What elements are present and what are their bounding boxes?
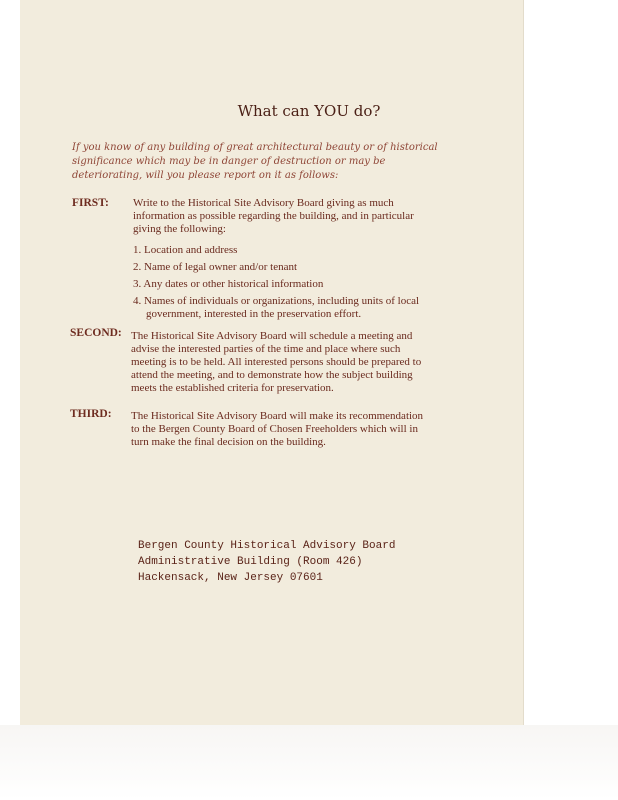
first-item-2: 2. Name of legal owner and/or tenant <box>133 261 298 273</box>
first-item-1: 1. Location and address <box>133 244 238 256</box>
first-item-4: 4. Names of individuals or organizations, including units of local government, interested in the preservation effort. <box>133 295 420 320</box>
address-line-3: Hackensack, New Jersey 07601 <box>138 572 323 584</box>
first-text: Write to the Historical Site Advisory Board giving as much information as possible regarding the building, and in particular giving the following: <box>133 197 414 235</box>
third-label: THIRD: <box>70 408 112 420</box>
intro-paragraph: If you know of any building of great architectural beauty or of historical significance which may be in danger of destruction or may be deteriorating, will you please report on it as follows: <box>72 142 438 181</box>
page-title: What can YOU do? <box>237 102 381 120</box>
first-label: FIRST: <box>72 197 109 209</box>
third-text: The Historical Site Advisory Board will make its recommendation to the Bergen County Board of Chosen Freeholders which will in turn make the final decision on the building. <box>131 410 424 448</box>
second-label: SECOND: <box>70 327 122 339</box>
second-text: The Historical Site Advisory Board will schedule a meeting and advise the interested parties of the time and place where such meeting is to be held. All interested persons should be prepared to attend the meeting, and to demonstrate how the subject building meets the established criteria for preservation. <box>131 330 422 394</box>
scan-background <box>0 725 618 800</box>
first-item-3: 3. Any dates or other historical information <box>133 278 324 290</box>
address-line-2: Administrative Building (Room 426) <box>138 556 363 568</box>
address-line-1: Bergen County Historical Advisory Board <box>138 540 396 552</box>
